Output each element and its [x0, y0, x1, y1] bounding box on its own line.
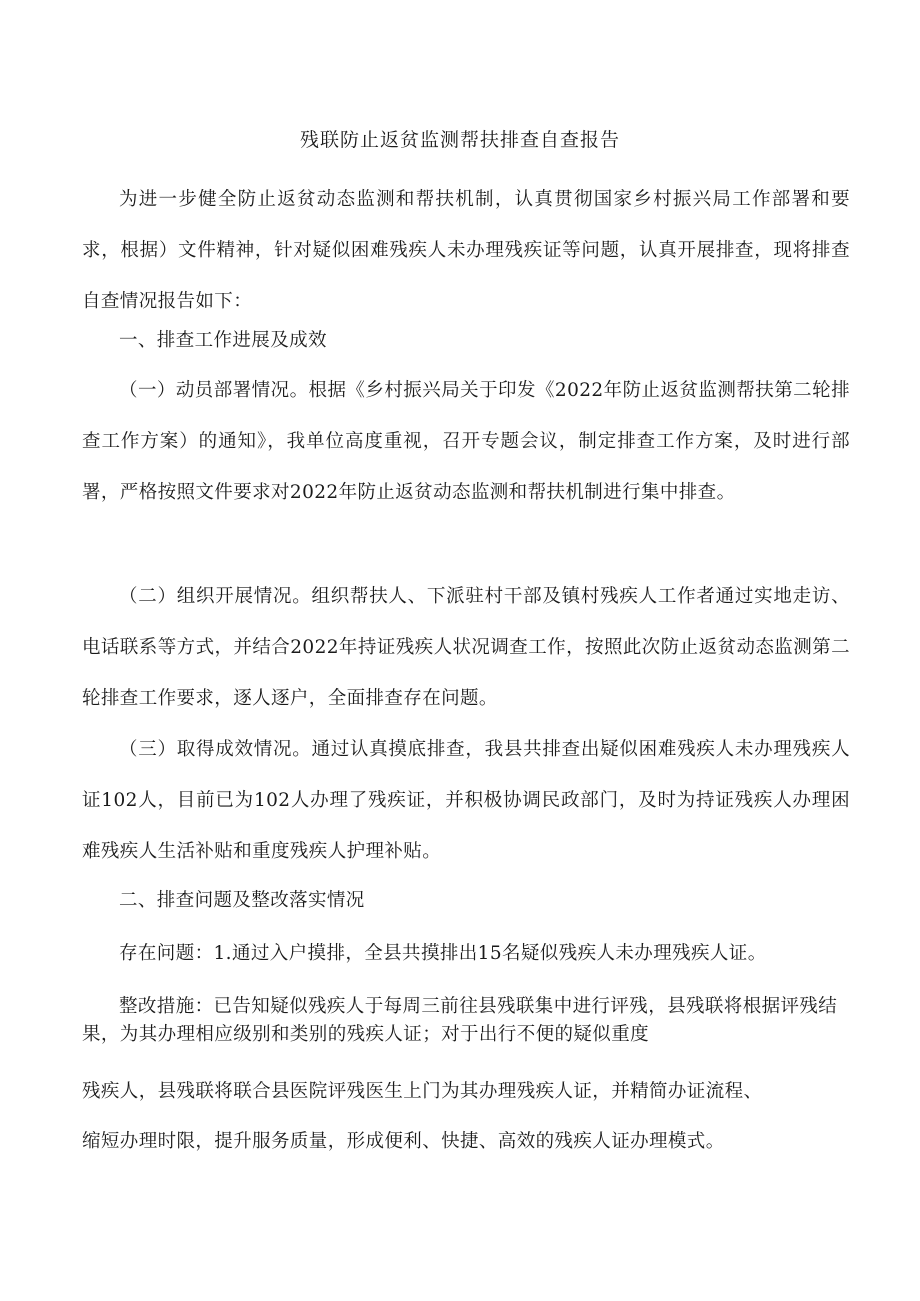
section-2-measures-line-2: 残疾人，县残联将联合县医院评残医生上门为其办理残疾人证，并精简办证流程、 — [82, 1081, 763, 1102]
document-title: 残联防止返贫监测帮扶排查自查报告 — [299, 129, 620, 151]
section-2-issue: 存在问题：1.通过入户摸排，全县共摸排出15名疑似残疾人未办理残疾人证。 — [119, 943, 767, 964]
section-1-heading: 一、排查工作进展及成效 — [119, 330, 327, 351]
section-2-measures: 整改措施：已告知疑似残疾人于每周三前往县残联集中进行评残，县残联将根据评残结果，为其办理相应级别和类别的残疾人证；对于出行不便的疑似重度 — [82, 996, 838, 1045]
intro-paragraph: 为进一步健全防止返贫动态监测和帮扶机制，认真贯彻国家乡村振兴局工作部署和要求，根据）文件精神，针对疑似困难残疾人未办理残疾证等问题，认真开展排查，现将排查自查情况报告如下： — [82, 189, 850, 312]
section-1-paragraph-2: （二）组织开展情况。组织帮扶人、下派驻村干部及镇村残疾人工作者通过实地走访、电话联系等方式，并结合2022年持证残疾人状况调查工作，按照此次防止返贫动态监测第二轮排查工作要求，逐人逐户，全面排查存在问题。 — [82, 586, 850, 709]
section-2-heading: 二、排查问题及整改落实情况 — [119, 890, 365, 911]
section-1-paragraph-3: （三）取得成效情况。通过认真摸底排查，我县共排查出疑似困难残疾人未办理残疾人证102人，目前已为102人办理了残疾证，并积极协调民政部门，及时为持证残疾人办理困难残疾人生活补贴和重度残疾人护理补贴。 — [82, 739, 850, 862]
section-1-paragraph-1: （一）动员部署情况。根据《乡村振兴局关于印发《2022年防止返贫监测帮扶第二轮排查工作方案）的通知》，我单位高度重视，召开专题会议，制定排查工作方案，及时进行部署，严格按照文件要求对2022年防止返贫动态监测和帮扶机制进行集中排查。 — [82, 380, 850, 503]
section-2-measures-line-3: 缩短办理时限，提升服务质量，形成便利、快捷、高效的残疾人证办理模式。 — [82, 1131, 725, 1152]
